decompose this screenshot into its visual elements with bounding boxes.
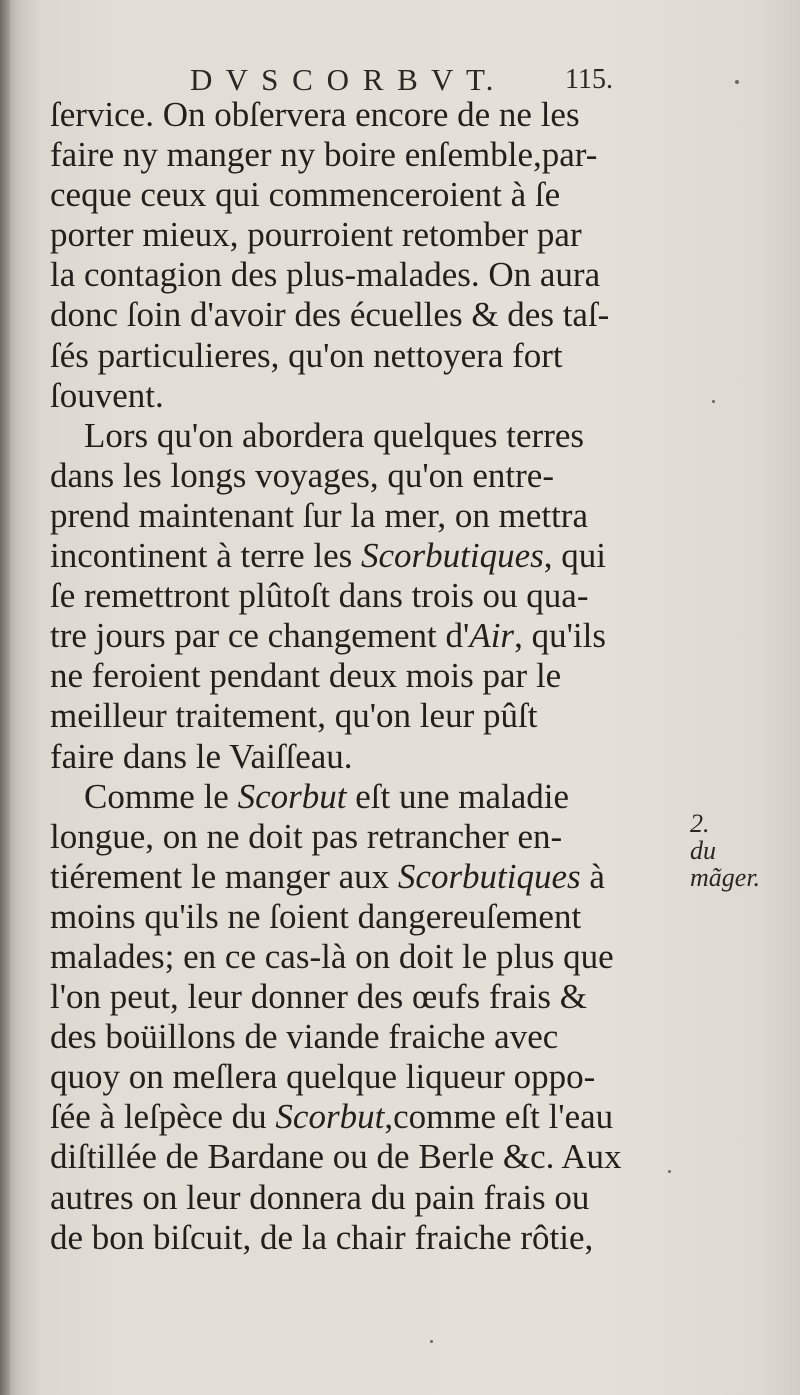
text-line: donc ſoin d'avoir des écuelles & des taſ- (50, 295, 610, 335)
text-line (50, 857, 660, 897)
text-line: ſervice. On obſervera encore de ne les (50, 95, 580, 134)
text-line: la contagion des plus-malades. On aura (50, 255, 601, 295)
text-line: quoy on meſlera quelque liqueur oppo- (50, 1057, 596, 1097)
text-line: des boüillons de viande fraiche avec (50, 1017, 559, 1057)
text-line: prend maintenant ſur la mer, on mettra (50, 495, 588, 535)
text-line (50, 777, 660, 817)
text-line: l'on peut, leur donner des œufs frais & (50, 977, 588, 1017)
text-segment: ,comme eſt l'eau (384, 1097, 614, 1137)
paper-speck (668, 1170, 671, 1173)
text-line: ceque ceux qui commenceroient à ſe (50, 175, 561, 215)
text-segment: incontinent à terre les (50, 536, 361, 576)
running-title: D V S C O R B V T. (190, 62, 497, 97)
body-text (50, 95, 660, 1258)
paper-speck (712, 400, 715, 403)
text-line: Lors qu'on abordera quelques terres (84, 415, 585, 455)
text-line: de bon biſcuit, de la chair fraiche rôtie, (50, 1217, 594, 1257)
margin-note-number: 2. (690, 809, 710, 838)
text-line: malades; en ce cas-là on doit le plus que (50, 936, 614, 976)
text-segment: tiérement le manger aux (50, 856, 398, 896)
italic-term: Air (469, 616, 515, 656)
paper-speck (735, 80, 739, 84)
page-number: 115. (565, 64, 613, 95)
text-segment: , qui (543, 536, 606, 576)
italic-term: Scorbutiques (360, 536, 544, 576)
text-line: dans les longs voyages, qu'on entre- (50, 455, 554, 495)
text-line: faire dans le Vaiſſeau. (50, 736, 353, 776)
italic-term: Scorbut (275, 1097, 385, 1137)
book-spine-shadow (0, 0, 10, 1395)
text-line: diſtillée de Bardane ou de Berle &c. Aux (50, 1137, 622, 1177)
text-segment: à (580, 856, 605, 896)
text-segment: Comme le (84, 776, 238, 816)
text-line: moins qu'ils ne ſoient dangereuſement (50, 896, 582, 936)
italic-term: Scorbut (237, 776, 347, 816)
text-line: ſe remettront plûtoſt dans trois ou qua- (50, 576, 589, 616)
text-line: porter mieux, pourroient retomber par (50, 215, 582, 255)
margin-note (690, 810, 790, 891)
margin-note-word: du (690, 836, 716, 865)
text-line (50, 616, 660, 656)
margin-note-word: mãger. (690, 863, 761, 892)
text-line (50, 536, 660, 576)
text-line: ſés particulieres, qu'on nettoyera fort (50, 335, 563, 375)
italic-term: Scorbutiques (397, 856, 581, 896)
text-segment: , qu'ils (514, 616, 606, 656)
text-line: ne feroient pendant deux mois par le (50, 656, 562, 696)
text-segment: tre jours par ce changement d' (50, 616, 470, 656)
paper-speck (430, 1340, 433, 1343)
text-line: longue, on ne doit pas retrancher en- (50, 816, 563, 856)
text-line: ſouvent. (50, 375, 164, 415)
text-line: faire ny manger ny boire enſemble,par- (50, 135, 598, 175)
text-segment: eſt une maladie (346, 776, 570, 816)
text-segment: ſée à leſpèce du (50, 1097, 276, 1137)
text-line (50, 1097, 660, 1137)
text-line: meilleur traitement, qu'on leur pûſt (50, 696, 538, 736)
text-line: autres on leur donnera du pain frais ou (50, 1177, 590, 1217)
